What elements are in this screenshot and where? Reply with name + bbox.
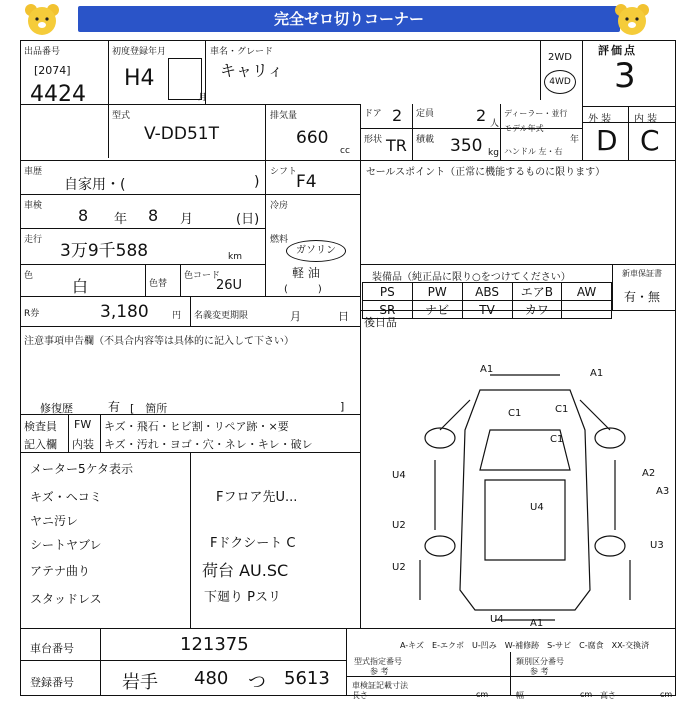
registration-number: 5613 (284, 668, 330, 689)
mileage: 3万9千588 (60, 241, 149, 261)
body-type-label: 形状 (364, 135, 383, 145)
inspection-label: 車検 (24, 201, 43, 211)
displacement-label: 排気量 (270, 111, 298, 121)
inspector-label: 検査員 (24, 420, 57, 433)
warranty-value: 有・無 (624, 290, 661, 304)
score-label: 評価点 (598, 44, 637, 57)
inspection-year: 8 (78, 206, 89, 225)
diagram-mark: C1 (555, 404, 569, 415)
displacement: 660 (296, 128, 329, 148)
diagram-mark: C1 (550, 434, 564, 445)
lot-number-label: 出品番号 (24, 47, 61, 57)
diagram-mark: U3 (650, 540, 664, 551)
remark-right-4: Fドクシート C (210, 536, 296, 551)
model-year-label: モデル年式 (504, 124, 544, 133)
history: 自家用・( (64, 177, 126, 193)
diagram-mark: U4 (392, 470, 406, 481)
repair-count: [ 箇所 (130, 402, 168, 415)
capacity-unit: 人 (490, 119, 500, 129)
remark-left-6: スタッドレス (30, 592, 102, 606)
equipment-label: 装備品（純正品に限り○をつけてください） (372, 272, 571, 283)
remark-left-5: アテナ曲り (30, 564, 91, 578)
inspection-year-unit: 年 (114, 212, 128, 227)
aircon-label: 冷房 (270, 201, 289, 211)
exterior-score: D (596, 124, 618, 157)
first-registration-box (168, 58, 202, 100)
model-code-label: 型式 (112, 111, 131, 121)
equipment-ps: PS (363, 283, 413, 301)
diagram-mark: U2 (392, 562, 406, 573)
equipment-airbag: エアB (512, 283, 562, 301)
header-banner (0, 0, 700, 40)
fw-checks: キズ・飛石・ヒビ割・リペア跡・×要 (104, 420, 289, 433)
damage-legend: A-キズ E-エクボ U-凹み W-補修跡 S-サビ C-腐食 XX-交換済 (400, 641, 650, 650)
2wd-label: 2WD (548, 52, 572, 63)
model-year-unit: 年 (570, 135, 580, 145)
color-code-label: 色コード (184, 271, 221, 281)
model-designation-reference: 参 考 (370, 667, 389, 676)
doors: 2 (392, 106, 403, 125)
mileage-label: 走行 (24, 235, 43, 245)
registration-kana: つ (248, 672, 266, 693)
interior-inspect-label: 内装 (72, 438, 94, 451)
diagram-mark: A1 (480, 364, 494, 375)
inspector-entry-label: 記入欄 (24, 438, 57, 451)
fw-label: FW (74, 418, 92, 431)
banner-title: 完全ゼロ切りコーナー (273, 10, 424, 28)
inspection-month-unit: 月 (180, 212, 194, 227)
interior-score: C (640, 124, 660, 157)
equipment-sr: SR (363, 301, 413, 319)
name-change-label: 名義変更期限 (194, 311, 249, 321)
shift: F4 (296, 172, 317, 192)
damage-diagram (380, 360, 670, 630)
remark-right-2: Fフロア先U... (216, 490, 298, 505)
recycle-unit: 円 (172, 311, 182, 321)
dimensions-length-unit: cm (476, 690, 489, 699)
dimensions-width-unit: cm (580, 690, 593, 699)
inspection-day: (日) (236, 212, 260, 227)
diagram-mark: A2 (642, 468, 656, 479)
equipment-empty (562, 301, 612, 319)
diagram-mark: U2 (392, 520, 406, 531)
fuel-diesel: 軽 油 (292, 266, 320, 280)
repair-value: 有 (108, 400, 121, 414)
car-name: キャリィ (220, 61, 284, 80)
dimensions-length: 長さ (352, 691, 368, 700)
remark-left-3: ヤニ汚レ (30, 514, 79, 528)
registration-label: 登録番号 (30, 676, 74, 689)
dimensions-width: 幅 (516, 691, 524, 700)
remark-left-4: シートヤブレ (30, 538, 102, 552)
lot-number: 4424 (30, 82, 86, 107)
inspection-month: 8 (148, 206, 159, 225)
later-items-label: 後日品 (364, 316, 397, 329)
load-label: 積載 (416, 135, 435, 145)
equipment-aw: AW (562, 283, 612, 301)
equipment-table (362, 282, 612, 319)
class-designation-reference: 参 考 (530, 667, 549, 676)
capacity: 2 (476, 106, 487, 125)
sales-point-label: セールスポイント（正常に機能するものに限ります） (366, 167, 606, 178)
name-change-day: 日 (338, 310, 349, 323)
chassis-label: 車台番号 (30, 642, 74, 655)
color-change-label: 色替 (149, 279, 168, 289)
diagram-mark: A3 (656, 486, 670, 497)
equipment-navi: ナビ (412, 301, 462, 319)
capacity-label: 定員 (416, 109, 435, 119)
fuel-gasoline: ガソリン (286, 240, 346, 262)
recycle-fee: 3,180 (100, 302, 149, 322)
first-registration-era: H4 (124, 66, 155, 91)
diagram-mark: U4 (490, 614, 504, 625)
history-close: ) (254, 174, 260, 190)
shift-label: シフト (270, 167, 298, 177)
remark-right-5: 荷台 AU.SC (202, 561, 289, 580)
equipment-tv: TV (462, 301, 512, 319)
recycle-label: R券 (24, 309, 40, 319)
lot-subnumber: [2074] (34, 64, 71, 77)
notes-label: 注意事項申告欄（不具合内容等は具体的に記入して下さい） (24, 336, 294, 347)
fuel-other: ( ) (284, 284, 322, 295)
exterior-label: 外 装 (588, 114, 612, 125)
equipment-leather: カワ (512, 301, 562, 319)
model-designation-label: 型式指定番号 (354, 657, 402, 666)
color-label: 色 (24, 271, 34, 281)
doors-label: ドア (364, 109, 382, 119)
repair-label: 修復歴 (40, 402, 73, 415)
history-label: 車歴 (24, 167, 43, 177)
bear-mascot-icon (22, 2, 62, 38)
color: 白 (72, 277, 89, 296)
fuel-label: 燃料 (270, 235, 289, 245)
equipment-abs: ABS (462, 283, 512, 301)
color-code: 26U (216, 278, 243, 293)
repair-close: ] (340, 400, 345, 413)
handle-label: ハンドル 左・右 (504, 147, 563, 156)
mileage-unit: km (228, 252, 242, 262)
remark-left-1: メーター5ケタ表示 (30, 462, 134, 476)
dimensions-label: 車検証記載寸法 (352, 681, 408, 690)
dimensions-height: 高さ (600, 691, 616, 700)
diagram-mark: U4 (530, 502, 544, 513)
remark-right-6: 下廻り Pスリ (204, 590, 281, 605)
first-registration-label: 初度登録年月 (112, 47, 167, 57)
dealer-label: ディーラー・並行 (504, 109, 568, 118)
warranty-label: 新車保証書 (622, 269, 662, 278)
name-change-month: 月 (290, 310, 301, 323)
equipment-pw: PW (412, 283, 462, 301)
month-unit: 月 (198, 93, 208, 103)
diagram-mark: C1 (508, 408, 522, 419)
interior-label: 内 装 (634, 114, 658, 125)
load: 350 (450, 136, 483, 156)
4wd-circle: 4WD (544, 70, 576, 94)
registration-class: 480 (194, 668, 229, 689)
registration-prefecture: 岩手 (122, 672, 158, 693)
bear-mascot-icon (612, 2, 652, 38)
diagram-mark: A1 (530, 618, 544, 629)
interior-checks: キズ・汚れ・ヨゴ・穴・ネレ・キレ・破レ (104, 438, 313, 451)
overall-score: 3 (614, 56, 636, 96)
chassis-number: 121375 (180, 634, 249, 655)
remark-left-2: キズ・ヘコミ (30, 490, 102, 504)
dimensions-height-unit: cm (660, 690, 673, 699)
diagram-mark: A1 (590, 368, 604, 379)
car-name-label: 車名・グレード (210, 47, 274, 57)
model-code: V-DD51T (144, 124, 219, 144)
load-unit: kg (488, 148, 499, 158)
displacement-unit: cc (340, 146, 350, 156)
class-designation-label: 類別区分番号 (516, 657, 564, 666)
body-type: TR (386, 136, 407, 155)
